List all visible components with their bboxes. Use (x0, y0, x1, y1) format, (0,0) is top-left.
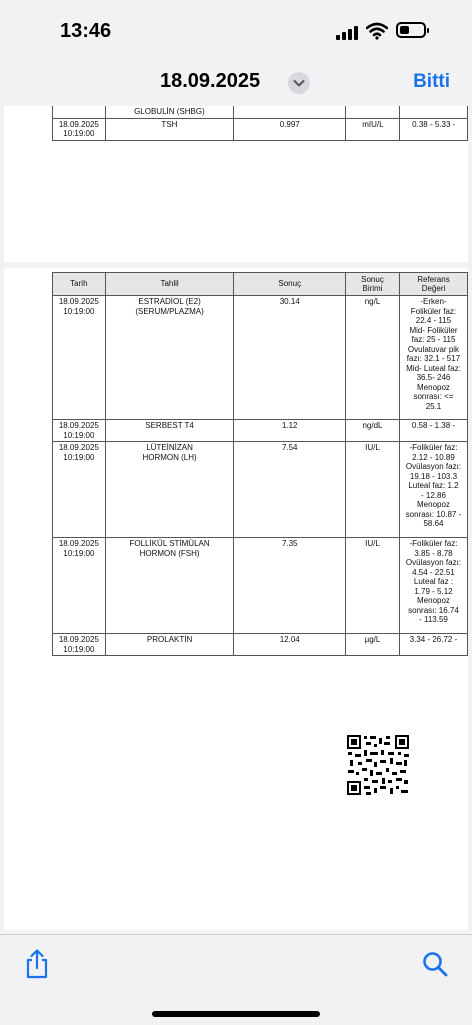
header-ref-l1: Referans (417, 274, 450, 284)
ref-line: fazı: 32.1 - 517 (406, 354, 461, 363)
document-page-2 (4, 268, 468, 930)
ref-line: 58.64 (423, 519, 444, 528)
row-ref: 0.38 - 5.33 - (400, 118, 468, 140)
done-button[interactable]: Bitti (413, 71, 450, 92)
document-page-1 (4, 106, 468, 262)
row-test: PROLAKTİN (105, 634, 234, 656)
row-result: 1.12 (234, 420, 346, 442)
ref-line: 36.5- 246 (416, 373, 451, 382)
qr-code (346, 734, 410, 796)
ref-line: Menopoz (417, 382, 450, 392)
row-result: 7.54 (234, 442, 346, 538)
row-time: 10:19:00 (63, 644, 95, 654)
row-unit: µg/L (346, 634, 400, 656)
row-unit: ng/dL (346, 420, 400, 442)
header-unit-l1: Sonuç (361, 274, 384, 284)
table-row (53, 538, 468, 634)
table-row (53, 296, 468, 420)
ref-line: sonrası: 10.87 - (405, 509, 462, 519)
row-test-sub: HORMON (LH) (142, 452, 197, 462)
row-result: 0.997 (234, 118, 346, 140)
ref-line: Ovülasyon fazı: (405, 558, 462, 567)
ref-line: 4.54 - 22.51 (412, 567, 455, 577)
row-test: TSH (105, 118, 233, 140)
ref-line: Foliküler faz: (410, 306, 457, 316)
row-test: LÜTEİNİZAN (146, 443, 193, 452)
row-unit: ng/L (346, 296, 400, 420)
ref-line: 25.1 (425, 401, 442, 411)
row-unit: mIU/L (346, 118, 400, 140)
header-result: Sonuç (234, 273, 346, 296)
table-row (53, 106, 468, 118)
ref-line: 0.58 - 1.38 - (399, 420, 467, 442)
row-result: 7.35 (234, 538, 346, 634)
row-test: SERBEST T4 (105, 420, 234, 442)
row-unit: IU/L (346, 538, 400, 634)
ref-line: -Foliküler faz: (409, 443, 458, 452)
ref-line: sonrası: 16.74 (408, 605, 459, 615)
row-unit: IU/L (346, 442, 400, 538)
ref-line: Luteal faz: 1.2 (408, 481, 459, 490)
ref-line: - 113.59 (419, 615, 448, 624)
row-time: 10:19:00 (63, 306, 95, 316)
header-ref-l2: Değeri (421, 284, 446, 293)
row-date: 18.09.2025 (58, 539, 99, 548)
ref-line: -Erken- (420, 297, 447, 306)
header-date: Tarih (53, 273, 106, 296)
table-row (53, 420, 468, 442)
ref-line: faz: 25 - 115 (411, 335, 456, 344)
header-unit-l2: Birimi (362, 284, 383, 293)
ref-line: Ovülasyon fazı: (405, 462, 462, 471)
ref-line: 2.12 - 10.89 (412, 452, 455, 462)
row-date: 18.09.2025 (58, 421, 99, 430)
ref-line: - 12.86 (421, 490, 446, 500)
status-bar (0, 0, 472, 60)
ref-line: Mid- Foliküler (409, 325, 458, 335)
ref-line: 1.79 - 5.12 (414, 586, 453, 596)
table-row (53, 118, 468, 140)
ref-line: 19.18 - 103.3 (409, 471, 458, 481)
bottom-toolbar (0, 934, 472, 1025)
row-date: 18.09.2025 (58, 635, 99, 644)
row-date: 18.09.2025 (58, 297, 99, 306)
ref-line: 22.4 - 115 (415, 316, 452, 325)
chevron-down-icon[interactable] (288, 72, 310, 94)
navigation-bar (0, 60, 472, 106)
home-indicator (152, 1011, 320, 1017)
row-date: 18.09.2025 (58, 119, 99, 129)
document-title[interactable]: 18.09.2025 (160, 70, 261, 92)
ref-line: 3.34 - 26.72 - (399, 634, 467, 656)
results-table-continued (52, 106, 468, 141)
header-test: Tahlil (105, 273, 234, 296)
partial-test-label: GLOBULİN (SHBG) (105, 106, 233, 118)
row-test-sub: (SERUM/PLAZMA) (135, 306, 204, 316)
search-icon[interactable] (422, 951, 448, 977)
ref-line: -Foliküler faz: (409, 539, 458, 548)
row-time: 10:19:00 (63, 129, 95, 138)
row-test-sub: HORMON (FSH) (139, 548, 200, 558)
ref-line: Menopoz (417, 596, 450, 605)
status-time: 13:46 (60, 20, 112, 42)
results-table (52, 272, 468, 656)
ref-line: sonrası: <= (413, 392, 454, 401)
cellular-signal-icon (336, 24, 360, 40)
share-icon[interactable] (24, 949, 50, 979)
ref-line: Luteal faz : (413, 577, 454, 586)
ref-line: Ovulatuvar pik (407, 344, 460, 354)
table-row (53, 442, 468, 538)
row-time: 10:19:00 (63, 430, 95, 440)
row-time: 10:19:00 (63, 548, 95, 558)
row-time: 10:19:00 (63, 452, 95, 462)
row-result: 12.04 (234, 634, 346, 656)
row-test: FOLLİKÜL STİMÜLAN (129, 539, 210, 548)
ref-line: 3.85 - 8.78 (414, 548, 453, 558)
battery-icon (396, 22, 426, 38)
wifi-icon (366, 22, 388, 40)
row-test: ESTRADİOL (E2) (138, 297, 201, 306)
row-date: 18.09.2025 (58, 443, 99, 452)
ref-line: Mid- Luteal faz: (406, 363, 461, 373)
table-row (53, 634, 468, 656)
row-result: 30.14 (234, 296, 346, 420)
table-header-row (53, 273, 468, 296)
ref-line: Menopoz (417, 500, 450, 509)
